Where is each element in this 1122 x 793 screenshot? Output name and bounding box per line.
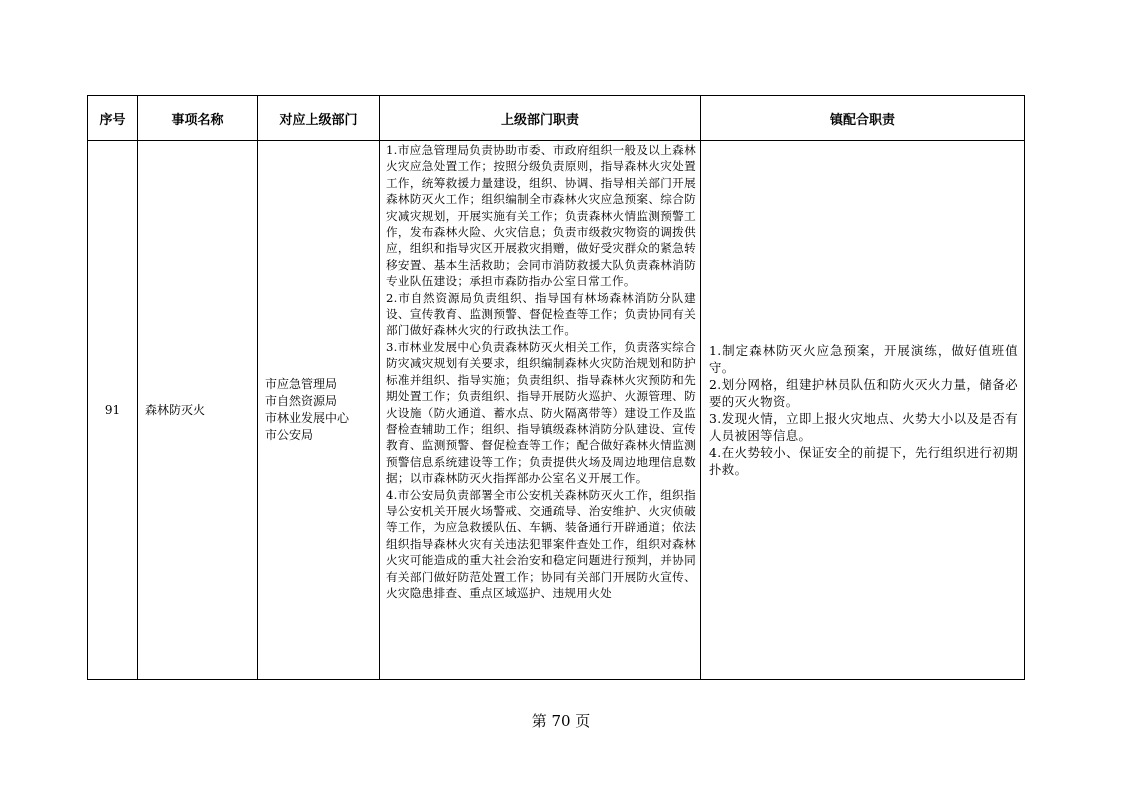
department-name: 市自然资源局 — [265, 394, 338, 408]
duty-paragraph: 2.市自然资源局负责组织、指导国有林场森林消防分队建设、宣传教育、监测预警、督促检查等工作；负责协同有关部门做好森林火灾的行政执法工作。 — [386, 290, 696, 338]
duty-paragraph: 3.市林业发展中心负责森林防灭火相关工作，负责落实综合防灾减灾规划有关要求，组织编制森林火灾防治规划和防护标准并组织、指导实施；负责组织、指导森林火灾预防和先期处置工作；负责组织、指导开展防火巡护、火源管理、防火设施（防火通道、蓄水点、防火隔离带等）建设工作及监督检查辅助工作；组织、指导镇级森林消防分队建设、宣传教育、监测预警、督促检查等工作；配合做好森林火情监测预警信息系统建设等工作；负责提供火场及周边地理信息数据；以市森林防灭火指挥部办公室名义开展工作。 — [386, 339, 696, 486]
town-duty-item: 1.制定森林防灭火应急预案，开展演练，做好值班值守。 — [709, 343, 1018, 375]
duty-paragraph: 1.市应急管理局负责协助市委、市政府组织一般及以上森林火灾应急处置工作；按照分级负责原则，指导森林火灾处置工作，统筹救援力量建设，组织、协调、指导相关部门开展森林防灭火工作；组织编制全市森林火灾应急预案、综合防灾减灾规划，开展实施有关工作；负责森林火情监测预警工作，发布森林火险、火灾信息；负责市级救灾物资的调拨供应，组织和指导灾区开展救灾捐赠，做好受灾群众的紧急转移安置、基本生活救助；会同市消防救援大队负责森林消防专业队伍建设；承担市森防指办公室日常工作。 — [386, 143, 696, 289]
duty-table-container — [87, 95, 1024, 678]
town-duties-text — [709, 342, 1018, 478]
header-index: 序号 — [88, 96, 138, 141]
duty-paragraph: 4.市公安局负责部署全市公安机关森林防灭火工作，组织指导公安机关开展火场警戒、交通疏导、治安维护、火灾侦破等工作，为应急救援队伍、车辆、装备通行开辟通道；依法组织指导森林火灾有关违法犯罪案件查处工作，组织对森林火灾可能造成的重大社会治安和稳定问题进行预判，并协同有关部门做好防范处置工作；协同有关部门开展防火宣传、火灾隐患排查、重点区域巡护、违规用火处 — [386, 487, 696, 600]
header-town-duties: 镇配合职责 — [701, 96, 1025, 141]
duty-table — [87, 95, 1025, 680]
town-duty-item: 2.划分网格，组建护林员队伍和防火灭火力量，储备必要的灭火物资。 — [709, 377, 1018, 409]
row-superior-duties — [380, 141, 701, 680]
table-header-row — [88, 96, 1025, 141]
header-department: 对应上级部门 — [258, 96, 380, 141]
department-name: 市林业发展中心 — [265, 411, 350, 425]
header-superior-duties: 上级部门职责 — [380, 96, 701, 141]
row-town-duties — [701, 141, 1025, 680]
town-duty-item: 4.在火势较小、保证安全的前提下，先行组织进行初期扑救。 — [709, 445, 1018, 477]
table-row — [88, 141, 1025, 680]
page-number: 第 70 页 — [531, 712, 591, 730]
row-index: 91 — [88, 141, 138, 680]
row-item-name: 森林防灭火 — [138, 141, 258, 680]
town-duty-item: 3.发现火情，立即上报火灾地点、火势大小以及是否有人员被困等信息。 — [709, 411, 1018, 443]
superior-duties-text — [386, 142, 696, 678]
department-name: 市公安局 — [265, 428, 314, 442]
row-departments — [258, 141, 380, 680]
header-item-name: 事项名称 — [138, 96, 258, 141]
department-name: 市应急管理局 — [265, 377, 338, 391]
